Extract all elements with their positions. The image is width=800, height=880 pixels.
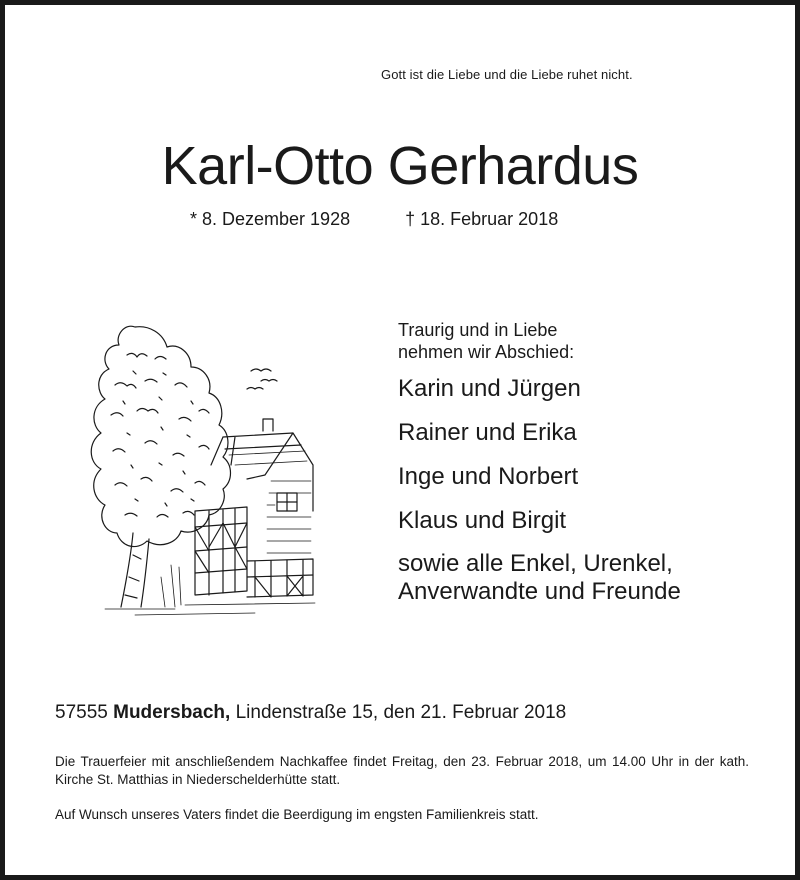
burial-notice: Auf Wunsch unseres Vaters findet die Beerdigung im engsten Familienkreis statt. [55, 807, 539, 822]
town: Mudersbach, [113, 702, 231, 723]
other-relatives-line-2: Anverwandte und Freunde [398, 578, 681, 605]
family-member-3: Inge und Norbert [398, 463, 579, 490]
other-relatives [398, 550, 788, 606]
funeral-notice: Die Trauerfeier mit anschließendem Nachkaffee findet Freitag, den 23. Februar 2018, um 14.00 Uhr in der kath. Kirche St. Matthias in Niederschelderhütte statt. [55, 754, 749, 787]
birth-date: * 8. Dezember 1928 [190, 209, 351, 229]
family-member-2: Rainer und Erika [398, 419, 577, 446]
motto: Gott ist die Liebe und die Liebe ruhet nicht. [381, 67, 633, 82]
intro-line-1: Traurig und in Liebe [398, 320, 558, 340]
place-and-date [55, 702, 566, 724]
other-relatives-line-1: sowie alle Enkel, Urenkel, [398, 550, 673, 577]
deceased-name: Karl-Otto Gerhardus [161, 136, 639, 196]
family-member-4: Klaus und Birgit [398, 507, 567, 534]
postcode: 57555 [55, 702, 108, 723]
mourners-intro [398, 319, 788, 363]
tree-and-timber-house-drawing-icon [75, 315, 320, 620]
mourners-block [398, 319, 788, 622]
life-dates [190, 209, 558, 230]
address-and-date: Lindenstraße 15, den 21. Februar 2018 [235, 702, 567, 723]
intro-line-2: nehmen wir Abschied: [398, 342, 575, 362]
family-list [398, 375, 788, 606]
family-member-1: Karin und Jürgen [398, 375, 581, 402]
death-date: † 18. Februar 2018 [405, 209, 559, 229]
